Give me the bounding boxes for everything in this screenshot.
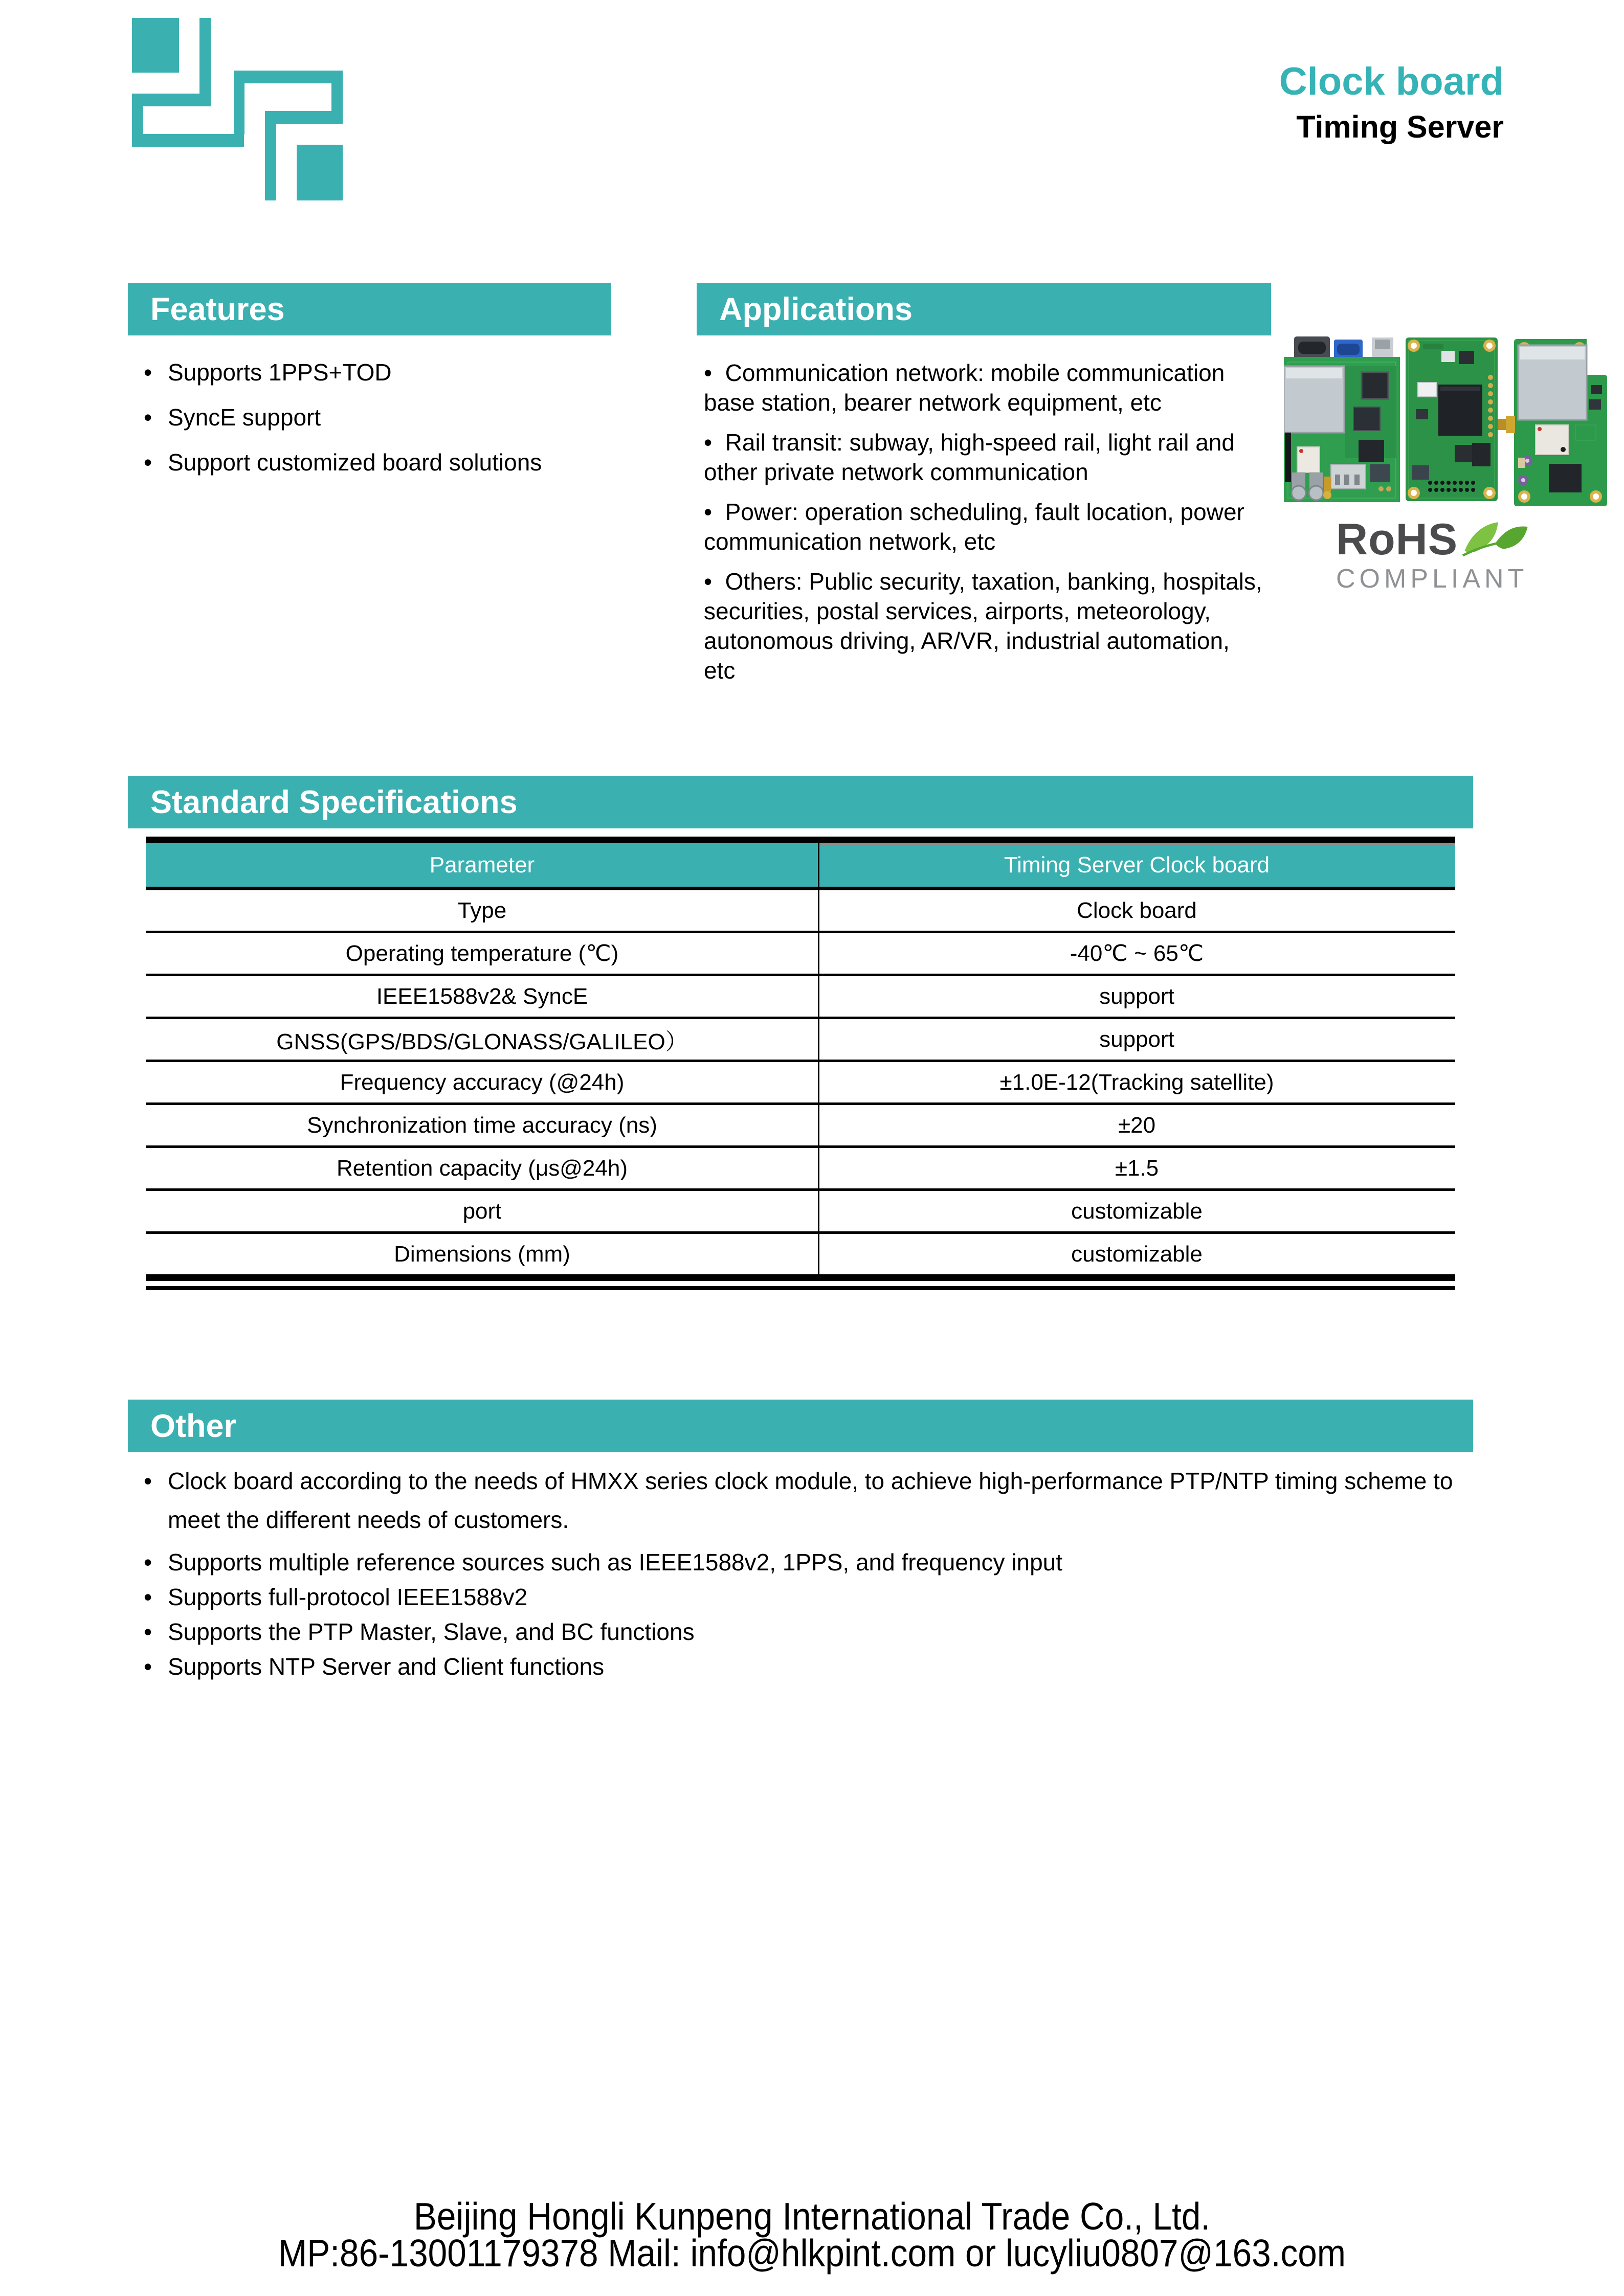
value-cell: support <box>1099 1026 1174 1052</box>
table-row <box>146 1062 1455 1105</box>
list-item: • SyncE support <box>128 403 611 432</box>
table-row <box>146 1105 1455 1148</box>
features-list <box>128 358 611 477</box>
value-cell: ±1.0E-12(Tracking satellite) <box>999 1069 1274 1095</box>
product-photo-3 <box>1498 339 1607 506</box>
list-item: • Supports full-protocol IEEE1588v2 <box>128 1580 1478 1614</box>
rohs-label: RoHS <box>1336 515 1458 564</box>
value-cell: Clock board <box>1077 897 1197 923</box>
table-column-divider <box>818 843 819 1281</box>
other-section <box>128 1400 1473 1684</box>
list-item: • Rail transit: subway, high-speed rail, light rail and other private network communication <box>697 427 1264 487</box>
list-item: • Supports NTP Server and Client functions <box>128 1650 1478 1683</box>
table-bottom-gap <box>146 1281 1455 1286</box>
table-row <box>146 1234 1455 1281</box>
contact-info: MP:86-13001179378 Mail: info@hlkpint.com or lucyliu0807@163.com <box>278 2232 1346 2275</box>
param-cell: Operating temperature (℃) <box>345 941 619 966</box>
table-row <box>146 1148 1455 1191</box>
value-cell: -40℃ ~ 65℃ <box>1070 941 1204 966</box>
features-section <box>128 283 611 493</box>
applications-list <box>697 358 1264 685</box>
specs-heading: Standard Specifications <box>128 776 1473 828</box>
list-item: • Power: operation scheduling, fault location, power communication network, etc <box>697 497 1264 556</box>
page-subtitle: Timing Server <box>1296 109 1504 144</box>
param-cell: Retention capacity (μs@24h) <box>337 1155 628 1181</box>
value-cell: ±20 <box>1118 1112 1156 1138</box>
rohs-mark <box>1336 515 1531 595</box>
list-item: • Others: Public security, taxation, banking, hospitals, securities, postal services, airports, meteorology, autonomous driving, AR/VR, industrial automation, etc <box>697 567 1264 685</box>
table-row <box>146 976 1455 1019</box>
table-row <box>146 890 1455 933</box>
value-cell: ±1.5 <box>1115 1155 1159 1181</box>
list-item: • Support customized board solutions <box>128 448 611 477</box>
table-row <box>146 1191 1455 1234</box>
table-row <box>146 933 1455 976</box>
features-heading: Features <box>128 283 611 335</box>
value-cell: customizable <box>1071 1241 1203 1267</box>
product-photo-1 <box>1284 335 1400 502</box>
list-item: • Clock board according to the needs of HMXX series clock module, to achieve high-performance PTP/NTP timing scheme to meet the different needs of customers. <box>128 1461 1478 1539</box>
list-item: • Supports multiple reference sources such as IEEE1588v2, 1PPS, and frequency input <box>128 1545 1478 1579</box>
applications-heading: Applications <box>697 283 1271 335</box>
param-cell: Type <box>457 897 507 923</box>
param-cell: port <box>462 1198 502 1224</box>
value-cell: support <box>1099 983 1174 1009</box>
param-cell: GNSS(GPS/BDS/GLONASS/GALILEO） <box>276 1029 688 1054</box>
other-heading: Other <box>128 1400 1473 1452</box>
table-row <box>146 1019 1455 1062</box>
param-cell: Dimensions (mm) <box>394 1241 570 1267</box>
brand-logo-icon <box>132 18 343 200</box>
list-item: • Communication network: mobile communication base station, bearer network equipment, etc <box>697 358 1264 417</box>
value-cell: customizable <box>1071 1198 1203 1224</box>
company-name: Beijing Hongli Kunpeng International Trade Co., Ltd. <box>413 2195 1211 2238</box>
param-cell: IEEE1588v2& SyncE <box>376 983 588 1009</box>
rohs-compliant-label: COMPLIANT <box>1336 564 1528 594</box>
param-cell: Frequency accuracy (@24h) <box>340 1069 625 1095</box>
list-item: • Supports 1PPS+TOD <box>128 358 611 387</box>
page-title: Clock board <box>1279 60 1504 103</box>
page-footer <box>0 2195 1624 2275</box>
rohs-leaves-icon <box>1462 515 1531 559</box>
list-item: • Supports the PTP Master, Slave, and BC functions <box>128 1615 1478 1649</box>
spec-table <box>146 837 1455 1290</box>
product-photo-2 <box>1406 337 1498 501</box>
table-header-row <box>146 843 1455 890</box>
table-bottom-line <box>146 1286 1455 1290</box>
table-artifact-line <box>818 843 1455 846</box>
column-header: Timing Server Clock board <box>1004 852 1270 877</box>
other-list <box>128 1461 1478 1683</box>
applications-section <box>697 283 1271 695</box>
param-cell: Synchronization time accuracy (ns) <box>307 1112 657 1138</box>
column-header: Parameter <box>429 852 535 877</box>
title-block <box>1279 60 1504 145</box>
